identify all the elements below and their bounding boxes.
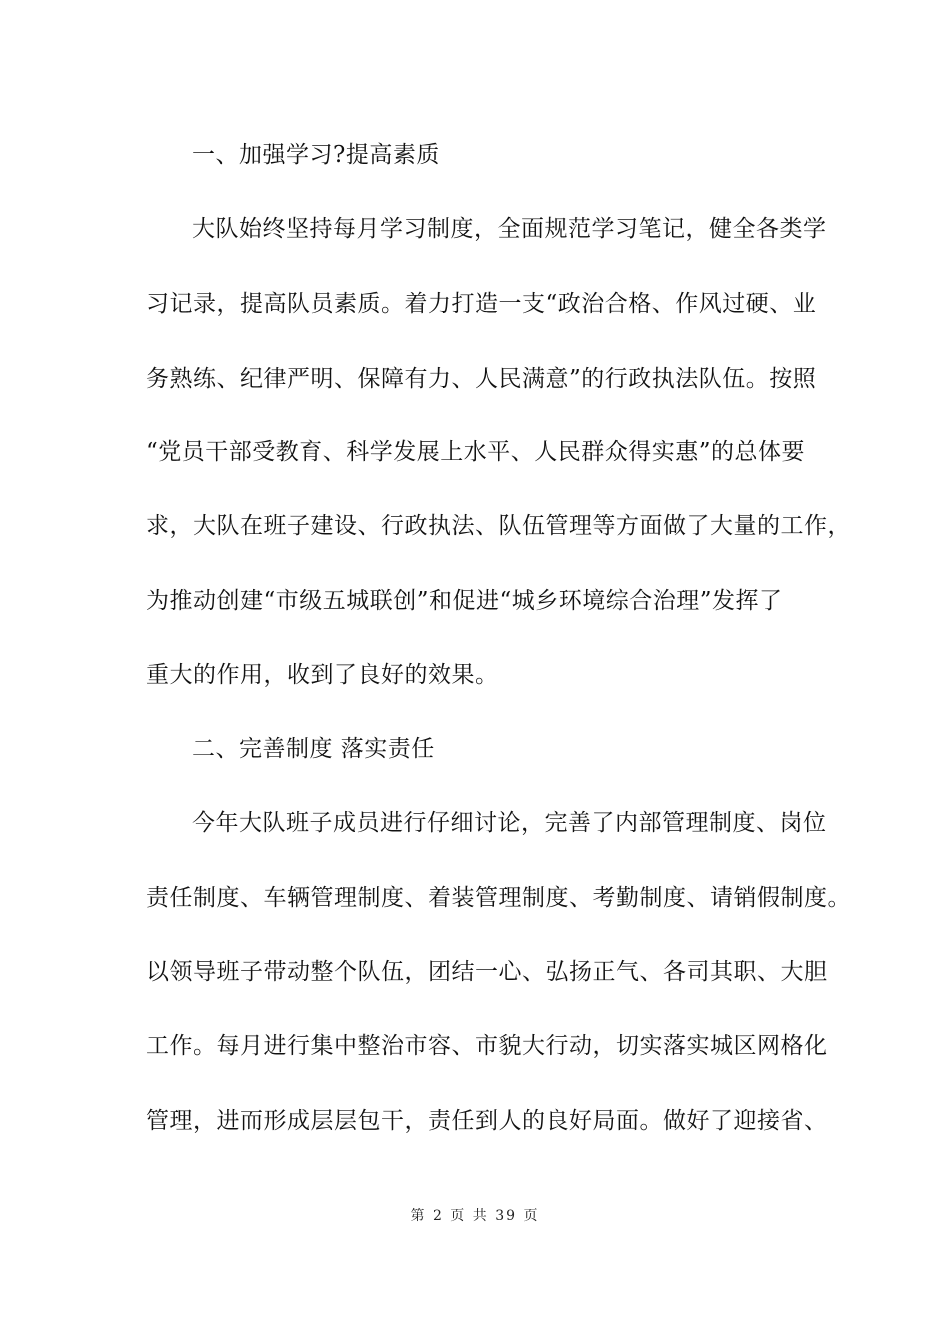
paragraph-line: 今年大队班子成员进行仔细讨论，完善了内部管理制度、岗位 <box>192 810 827 836</box>
paragraph-line: 责任制度、车辆管理制度、着装管理制度、考勤制度、请销假制度。 <box>146 885 851 911</box>
page-footer: 第 2 页 共 39 页 <box>410 1208 540 1224</box>
section-heading-2: 二、完善制度 落实责任 <box>192 736 435 762</box>
paragraph-line: 求，大队在班子建设、行政执法、队伍管理等方面做了大量的工作， <box>146 513 851 539</box>
paragraph-line: 工作。每月进行集中整治市容、市貌大行动，切实落实城区网格化 <box>146 1033 828 1059</box>
paragraph-line: 习记录，提高队员素质。着力打造一支“政治合格、作风过硬、业 <box>146 291 817 317</box>
paragraph-line: 大队始终坚持每月学习制度，全面规范学习笔记，健全各类学 <box>192 216 827 242</box>
paragraph-line: “党员干部受教育、科学发展上水平、人民群众得实惠”的总体要 <box>146 439 806 465</box>
paragraph-line: 管理，进而形成层层包干，责任到人的良好局面。做好了迎接省、 <box>146 1108 828 1134</box>
paragraph-line: 重大的作用，收到了良好的效果。 <box>146 662 499 688</box>
paragraph-line: 为推动创建“市级五城联创”和促进“城乡环境综合治理”发挥了 <box>146 588 783 614</box>
paragraph-line: 务熟练、纪律严明、保障有力、人民满意”的行政执法队伍。按照 <box>146 366 817 392</box>
section-heading-1: 一、加强学习?提高素质 <box>192 142 440 168</box>
paragraph-line: 以领导班子带动整个队伍，团结一心、弘扬正气、各司其职、大胆 <box>146 959 828 985</box>
